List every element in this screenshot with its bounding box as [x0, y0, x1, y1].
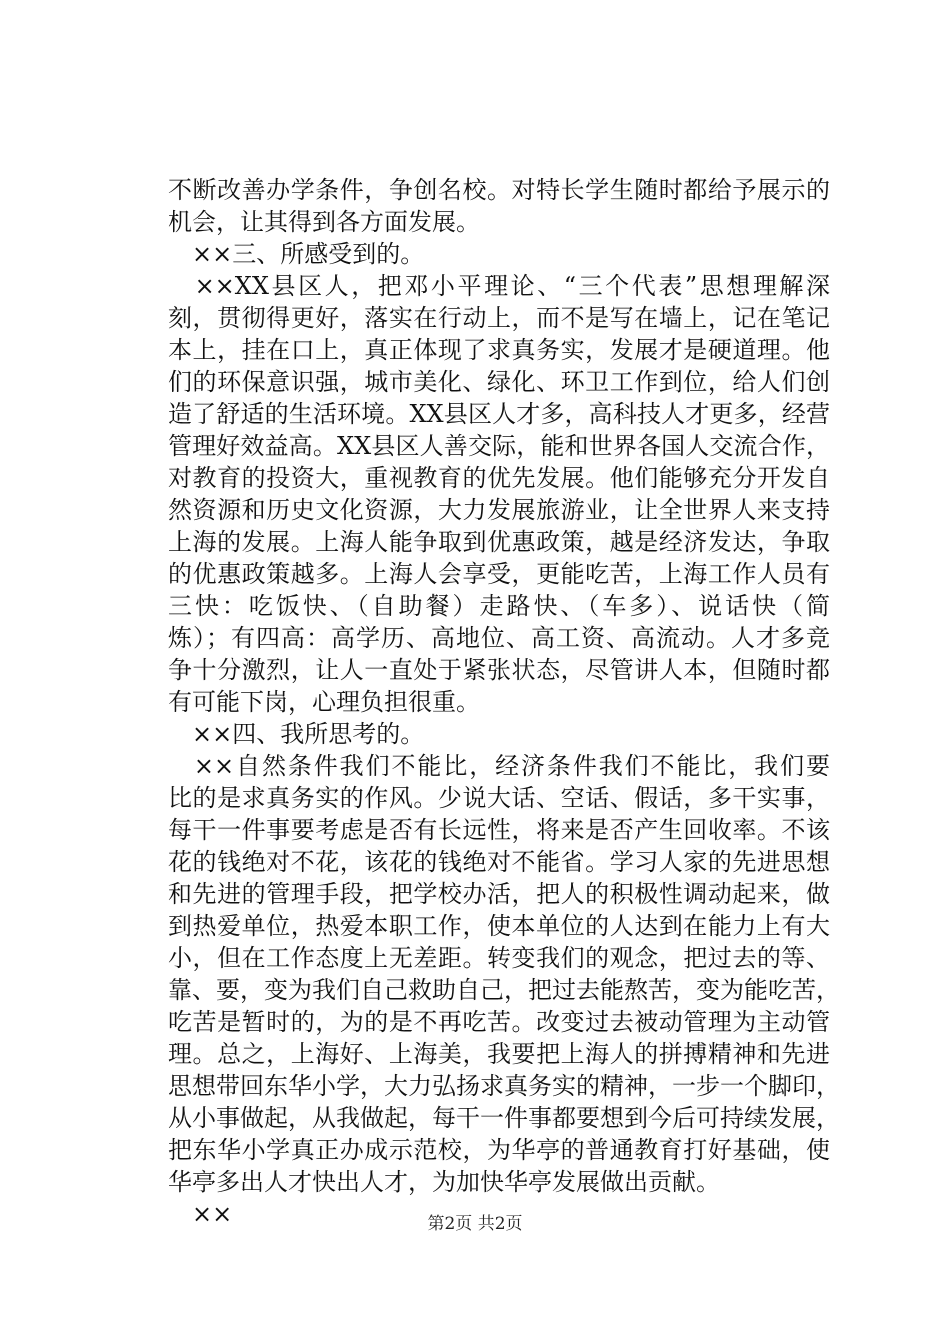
text-line: 管理好效益高。XX县区人善交际，能和世界各国人交流合作，	[168, 432, 830, 460]
text-line: 每干一件事要考虑是否有长远性，将来是否产生回收率。不该	[168, 816, 830, 844]
text-line: 比的是求真务实的作风。少说大话、空话、假话，多干实事，	[168, 784, 830, 812]
text-line: ××自然条件我们不能比，经济条件我们不能比，我们要	[168, 752, 830, 780]
text-line: 造了舒适的生活环境。XX县区人才多，高科技人才更多，经营	[168, 400, 830, 428]
text-line: 花的钱绝对不花，该花的钱绝对不能省。学习人家的先进思想	[168, 848, 830, 876]
text-line: 的优惠政策越多。上海人会享受，更能吃苦，上海工作人员有	[168, 560, 830, 588]
text-line: 从小事做起，从我做起，每干一件事都要想到今后可持续发展，	[168, 1104, 840, 1132]
text-line: ××XX县区人，把邓小平理论、“三个代表”思想理解深	[168, 272, 830, 300]
text-line: 华亭多出人才快出人才，为加快华亭发展做出贡献。	[168, 1168, 720, 1196]
text-line: 靠、要，变为我们自己救助自己，把过去能熬苦，变为能吃苦，	[168, 976, 840, 1004]
text-line: 炼）；有四高：高学历、高地位、高工资、高流动。人才多竞	[168, 624, 830, 652]
text-line: ××	[168, 1200, 233, 1228]
text-line: 理。总之，上海好、上海美，我要把上海人的拼搏精神和先进	[168, 1040, 830, 1068]
text-line: 本上，挂在口上，真正体现了求真务实，发展才是硬道理。他	[168, 336, 830, 364]
text-line: 思想带回东华小学，大力弘扬求真务实的精神，一步一个脚印，	[168, 1072, 840, 1100]
text-line: 不断改善办学条件，争创名校。对特长学生随时都给予展示的	[168, 176, 830, 204]
text-line: 机会，让其得到各方面发展。	[168, 208, 480, 236]
text-line: 上海的发展。上海人能争取到优惠政策，越是经济发达，争取	[168, 528, 830, 556]
text-line: 把东华小学真正办成示范校，为华亭的普通教育打好基础，使	[168, 1136, 830, 1164]
text-line: 争十分激烈，让人一直处于紧张状态，尽管讲人本，但随时都	[168, 656, 830, 684]
text-line: 三快：吃饭快、（自助餐）走路快、（车多）、说话快（简	[168, 592, 830, 620]
text-line: 刻，贯彻得更好，落实在行动上，而不是写在墙上，记在笔记	[168, 304, 830, 332]
text-line: 对教育的投资大，重视教育的优先发展。他们能够充分开发自	[168, 464, 830, 492]
text-line: 到热爱单位，热爱本职工作，使本单位的人达到在能力上有大	[168, 912, 830, 940]
text-line: 然资源和历史文化资源，大力发展旅游业，让全世界人来支持	[168, 496, 830, 524]
text-line: 和先进的管理手段，把学校办活，把人的积极性调动起来，做	[168, 880, 830, 908]
page-footer: 第2页 共2页	[427, 1214, 523, 1234]
text-line: 吃苦是暂时的，为的是不再吃苦。改变过去被动管理为主动管	[168, 1008, 830, 1036]
document-body	[168, 174, 840, 1230]
text-line: 有可能下岗，心理负担很重。	[168, 688, 480, 716]
text-line: 小，但在工作态度上无差距。转变我们的观念，把过去的等、	[168, 944, 830, 972]
text-line: 们的环保意识强，城市美化、绿化、环卫工作到位，给人们创	[168, 368, 830, 396]
text-line: ××三、所感受到的。	[168, 240, 425, 268]
text-line: ××四、我所思考的。	[168, 720, 425, 748]
